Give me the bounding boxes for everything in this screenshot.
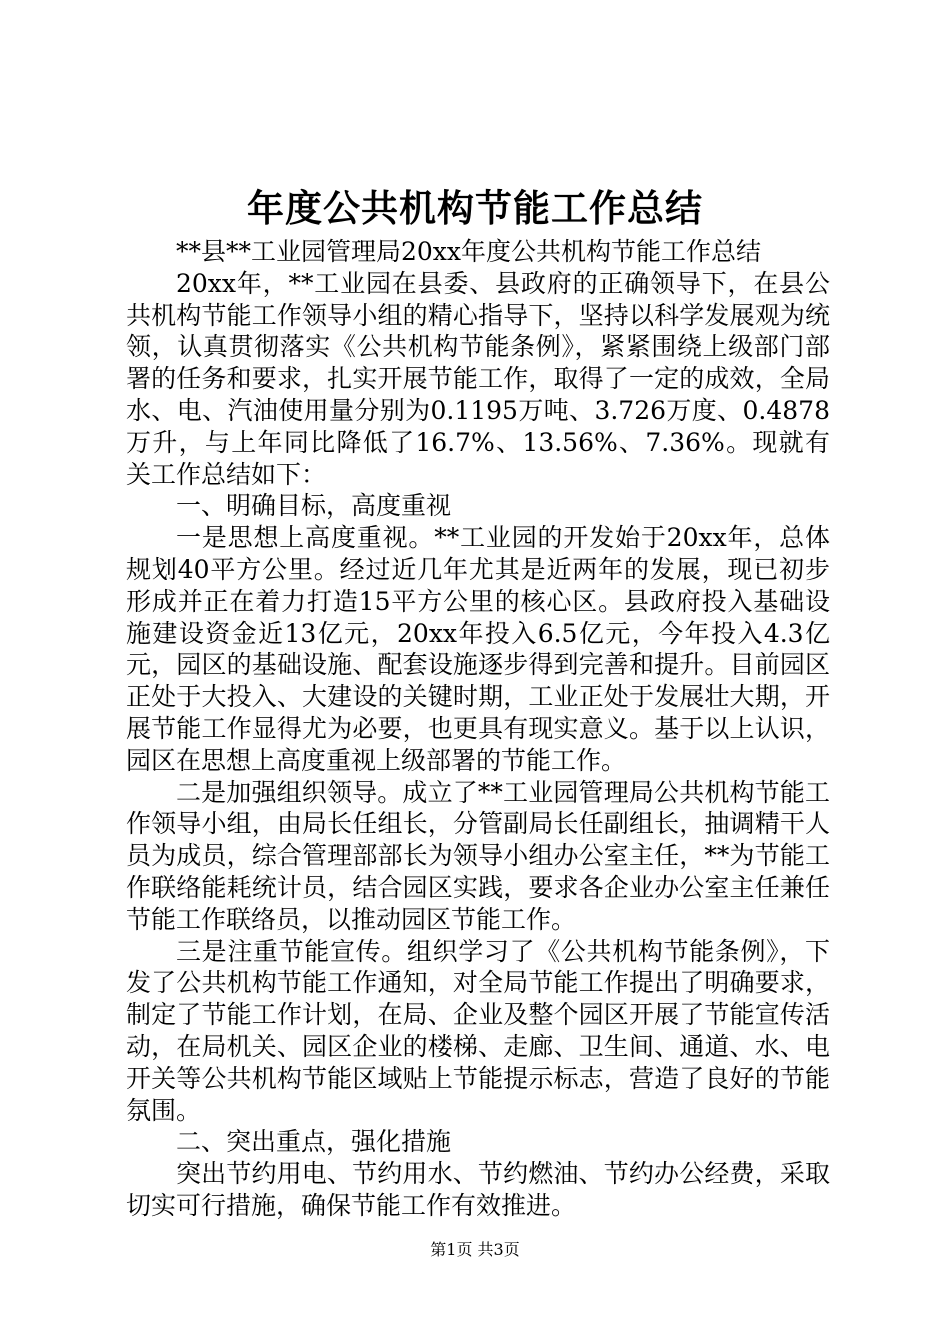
section-heading-1: 一、明确目标，高度重视 xyxy=(176,491,452,521)
paragraph-organization: 二是加强组织领导。成立了**工业园管理局公共机构节能工作领导小组，由局长任组长，分管副局长任副组长，抽调精干人员为成员，综合管理部部长为领导小组办公室主任，**为节能工作联络能耗统计员，结合园区实践，要求各企业办公室主任兼任节能工作联络员，以推动园区节能工作。 xyxy=(126,777,830,934)
section-heading-2: 二、突出重点，强化措施 xyxy=(176,1127,452,1157)
page-title: 年度公共机构节能工作总结 xyxy=(247,187,703,230)
paragraph-publicity: 三是注重节能宣传。组织学习了《公共机构节能条例》，下发了公共机构节能工作通知，对全局节能工作提出了明确要求，制定了节能工作计划，在局、企业及整个园区开展了节能宣传活动，在局机关、园区企业的楼梯、走廊、卫生间、通道、水、电开关等公共机构节能区域贴上节能提示标志，营造了良好的节能氛围。 xyxy=(126,936,830,1125)
page-footer: 第1页 共3页 xyxy=(430,1240,520,1259)
document-body xyxy=(126,236,830,1222)
paragraph-intro: 20xx年，**工业园在县委、县政府的正确领导下，在县公共机构节能工作领导小组的精心指导下，坚持以科学发展观为统领，认真贯彻落实《公共机构节能条例》，紧紧围绕上级部门部署的任务和要求，扎实开展节能工作，取得了一定的成效，全局水、电、汽油使用量分别为0.1195万吨、3.726万度、0.4878万升，与上年同比降低了16.7%、13.56%、7.36%。现就有关工作总结如下： xyxy=(126,268,830,489)
paragraph-thought: 一是思想上高度重视。**工业园的开发始于20xx年，总体规划40平方公里。经过近几年尤其是近两年的发展，现已初步形成并正在着力打造15平方公里的核心区。县政府投入基础设施建设资金近13亿元，20xx年投入6.5亿元，今年投入4.3亿元，园区的基础设施、配套设施逐步得到完善和提升。目前园区正处于大投入、大建设的关键时期，工业正处于发展壮大期，开展节能工作显得尤为必要，也更具有现实意义。基于以上认识，园区在思想上高度重视上级部署的节能工作。 xyxy=(126,523,830,775)
paragraph-measures: 突出节约用电、节约用水、节约燃油、节约办公经费，采取切实可行措施，确保节能工作有效推进。 xyxy=(126,1159,830,1220)
document-subtitle: **县**工业园管理局20xx年度公共机构节能工作总结 xyxy=(176,237,762,266)
